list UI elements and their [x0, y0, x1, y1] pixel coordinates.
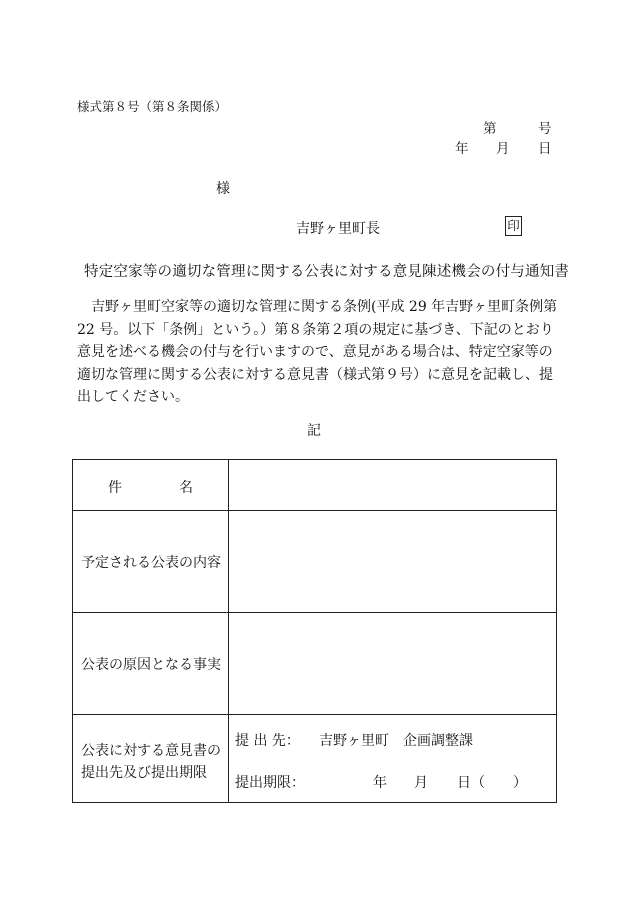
notice-table: [72, 459, 557, 803]
form-number: 様式第８号（第８条関係）: [77, 99, 228, 114]
table-row-publication-cause: [73, 613, 556, 715]
submission-label-cell: [73, 715, 229, 802]
ki-heading: 記: [307, 423, 321, 439]
body-line: 22 号。以下「条例」という。）第８条第２項の規定に基づき、下記のとおり: [77, 321, 554, 338]
date-month: 月: [496, 141, 510, 157]
deadline-month: 月: [414, 775, 428, 791]
publication-content-label-cell: [73, 511, 229, 612]
publication-cause-value-cell: [229, 613, 556, 714]
deadline-day: 日（ ）: [457, 775, 527, 791]
issue-date: [452, 137, 552, 155]
deadline-year: 年: [373, 775, 387, 791]
body-line: 意見を述べる機会の付与を行いますので、意見がある場合は、特定空家等の: [77, 344, 553, 360]
sender-name: 吉野ヶ里町長: [296, 221, 380, 237]
doc-number-gou: 号: [538, 121, 552, 137]
submission-label-line2: 提出先及び提出期限: [81, 765, 207, 781]
body-paragraph: [77, 296, 557, 409]
doc-number-dai: 第: [483, 121, 497, 137]
publication-cause-label: 公表の原因となる事実: [81, 656, 221, 673]
body-line: 適切な管理に関する公表に対する意見書（様式第９号）に意見を記載し、提: [77, 366, 553, 383]
date-year: 年: [455, 141, 469, 157]
item-name-ken: 件: [108, 480, 122, 496]
date-day: 日: [538, 141, 552, 157]
submit-to-value: 吉野ヶ里町 企画調整課: [319, 733, 473, 749]
addressee-suffix: 様: [216, 181, 230, 197]
publication-content-value-cell: [229, 511, 556, 612]
document-title: 特定空家等の適切な管理に関する公表に対する意見陳述機会の付与通知書: [84, 264, 570, 280]
submit-to-label: 提 出 先：: [235, 733, 300, 749]
body-line: 吉野ヶ里町空家等の適切な管理に関する条例(平成 29 年吉野ヶ里町条例第: [91, 299, 558, 315]
document-number: [480, 117, 560, 135]
body-line: 出してください。: [77, 389, 189, 405]
table-row-item-name: [73, 460, 556, 511]
deadline-label: 提出期限：: [235, 775, 305, 791]
publication-content-label: 予定される公表の内容: [81, 554, 221, 571]
table-row-publication-content: [73, 511, 556, 613]
item-name-label-cell: [73, 460, 229, 510]
item-name-mei: 名: [179, 480, 193, 496]
submission-label-line1: 公表に対する意見書の: [81, 743, 221, 759]
item-name-value-cell: [229, 460, 556, 510]
publication-cause-label-cell: [73, 613, 229, 714]
table-row-submission: [73, 715, 556, 802]
seal-mark: 印: [505, 216, 522, 236]
submission-value-cell: [229, 715, 556, 802]
